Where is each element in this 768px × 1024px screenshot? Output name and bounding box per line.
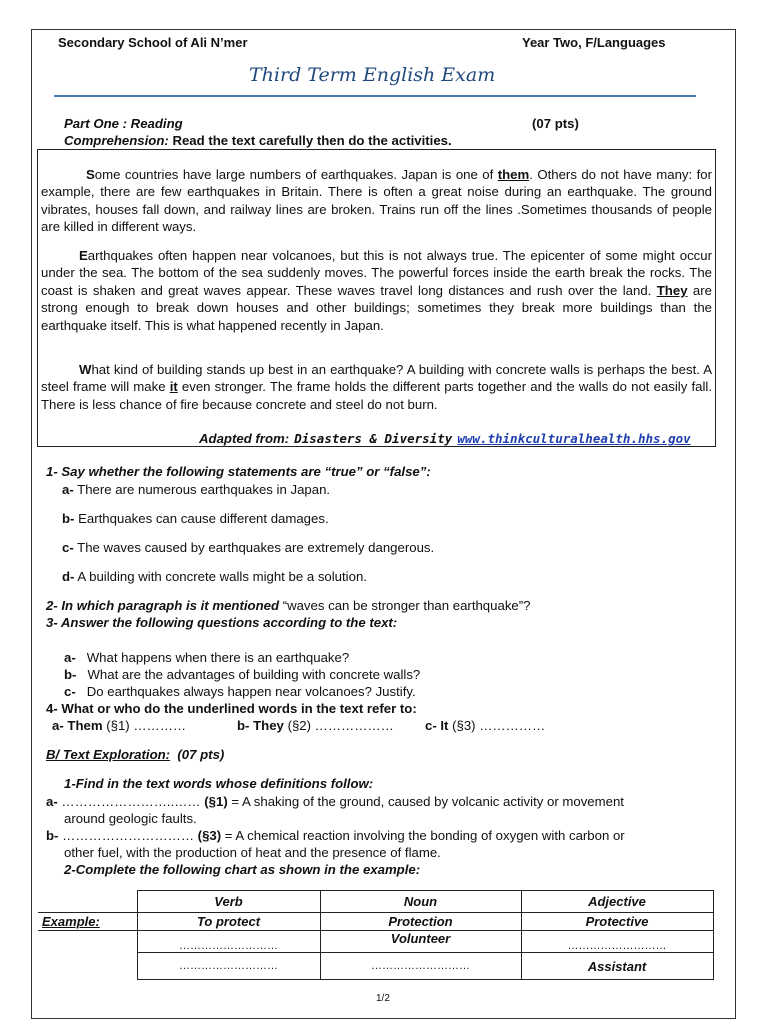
page-number: 1/2	[376, 993, 390, 1004]
q4-prompt: 4- What or who do the underlined words in the text refer to:	[46, 701, 417, 716]
underlined-it: it	[169, 379, 178, 395]
chart-row	[38, 953, 713, 980]
part-one-points: (07 pts)	[532, 116, 579, 131]
comprehension-line	[64, 133, 452, 148]
source-label: Adapted from:	[199, 431, 290, 446]
comprehension-instruction: Read the text carefully then do the activities.	[172, 133, 452, 148]
part-b-heading	[46, 747, 224, 762]
q3-item-b: b- What are the advantages of building with concrete walls?	[64, 667, 421, 682]
chart-row	[38, 931, 713, 953]
underlined-they: They	[656, 282, 688, 298]
chart-cell: Protective	[521, 913, 713, 931]
q1-item-c: c- The waves caused by earthquakes are extremely dangerous.	[62, 540, 435, 555]
paragraph-2: Earthquakes often happen near volcanoes, but this is not always true. The epicenter of some might occur under the sea. The bottom of the sea suddenly moves. The powerful forces inside the earth break the rocks. The coast is shaken and great waves appear. These waves travel long distances and rush over the land. They are strong enough to break down houses and other buildings; sometimes they break more buildings than the earthquake itself. This is what happened recently in Japan.	[41, 248, 712, 333]
q2	[46, 598, 530, 613]
source-link[interactable]: www.thinkculturalhealth.hhs.gov	[457, 431, 691, 446]
source-line	[199, 428, 691, 447]
definition-b-cont: other fuel, with the production of heat and the presence of flame.	[64, 845, 441, 860]
part-b-label: B/ Text Exploration:	[46, 747, 171, 762]
q3-item-c: c- Do earthquakes always happen near volcanoes? Justify.	[64, 684, 416, 699]
chart-answer-blank[interactable]: ………………………	[137, 953, 320, 980]
q1-item-b: b- Earthquakes can cause different damages.	[62, 511, 329, 526]
chart-prompt: 2-Complete the following chart as shown in the example:	[64, 862, 421, 877]
chart-cell: Assistant	[521, 953, 713, 980]
q2-prompt: 2- In which paragraph is it mentioned	[46, 598, 280, 613]
q4-a: a- Them (§1) …………	[52, 718, 187, 733]
school-name: Secondary School of Ali N’mer	[58, 35, 248, 50]
chart-cell: Volunteer	[320, 931, 521, 953]
paragraph-3: What kind of building stands up best in an earthquake? A building with concrete walls is perhaps the best. A steel frame will make it even stronger. The frame holds the different parts together and the walls do not easily fall. There is less chance of fire because concrete and steel do not burn.	[41, 362, 712, 412]
chart-cell: Protection	[320, 913, 521, 931]
q3-prompt: 3- Answer the following questions according to the text:	[46, 615, 398, 630]
definition-a: a- ……………………..…… (§1) = A shaking of the ground, caused by volcanic activity or movement	[46, 794, 624, 809]
definition-b: b- ………………………… (§3) = A chemical reaction involving the bonding of oxygen with carbon or	[46, 828, 625, 843]
year-label: Year Two, F/Languages	[522, 35, 666, 50]
chart-header-verb: Verb	[137, 891, 320, 913]
definition-a-cont: around geologic faults.	[64, 811, 197, 826]
word-chart	[38, 890, 714, 980]
q4-c: c- It (§3) ……………	[425, 718, 546, 733]
part-b-points: (07 pts)	[177, 747, 225, 762]
q4-b: b- They (§2) ………………	[237, 718, 394, 733]
comprehension-label: Comprehension:	[64, 133, 169, 148]
page-title: Third Term English Exam	[249, 64, 496, 86]
chart-example-row	[38, 913, 713, 931]
chart-answer-blank[interactable]: ………………………	[137, 931, 320, 953]
chart-header-adjective: Adjective	[521, 891, 713, 913]
underlined-them: them	[497, 167, 530, 182]
chart-cell: To protect	[137, 913, 320, 931]
chart-example-label: Example:	[38, 913, 137, 931]
chart-header-row	[38, 891, 713, 913]
find-prompt: 1-Find in the text words whose definitions follow:	[64, 776, 374, 791]
chart-answer-blank[interactable]: ………………………	[320, 953, 521, 980]
chart-header-noun: Noun	[320, 891, 521, 913]
q1-item-d: d- A building with concrete walls might be a solution.	[62, 569, 367, 584]
source-book: Disasters & Diversity	[294, 431, 453, 446]
chart-answer-blank[interactable]: ………………………	[521, 931, 713, 953]
title-rule	[54, 95, 696, 97]
q2-quote: “waves can be stronger than earthquake”?	[282, 598, 531, 613]
q1-item-a: a- There are numerous earthquakes in Japan.	[62, 482, 331, 497]
part-one-label: Part One : Reading	[64, 116, 183, 131]
q3-item-a: a- What happens when there is an earthquake?	[64, 650, 350, 665]
paragraph-1: Some countries have large numbers of earthquakes. Japan is one of them. Others do not have many: for example, there are few earthquakes in Britain. There is often a great noise during an earthquake. The ground vibrates, houses fall down, and railway lines are broken. Trains run off the lines .Sometimes thousands of people are killed in different ways.	[41, 167, 712, 235]
q1-prompt: 1- Say whether the following statements are “true” or “false”:	[46, 464, 431, 479]
